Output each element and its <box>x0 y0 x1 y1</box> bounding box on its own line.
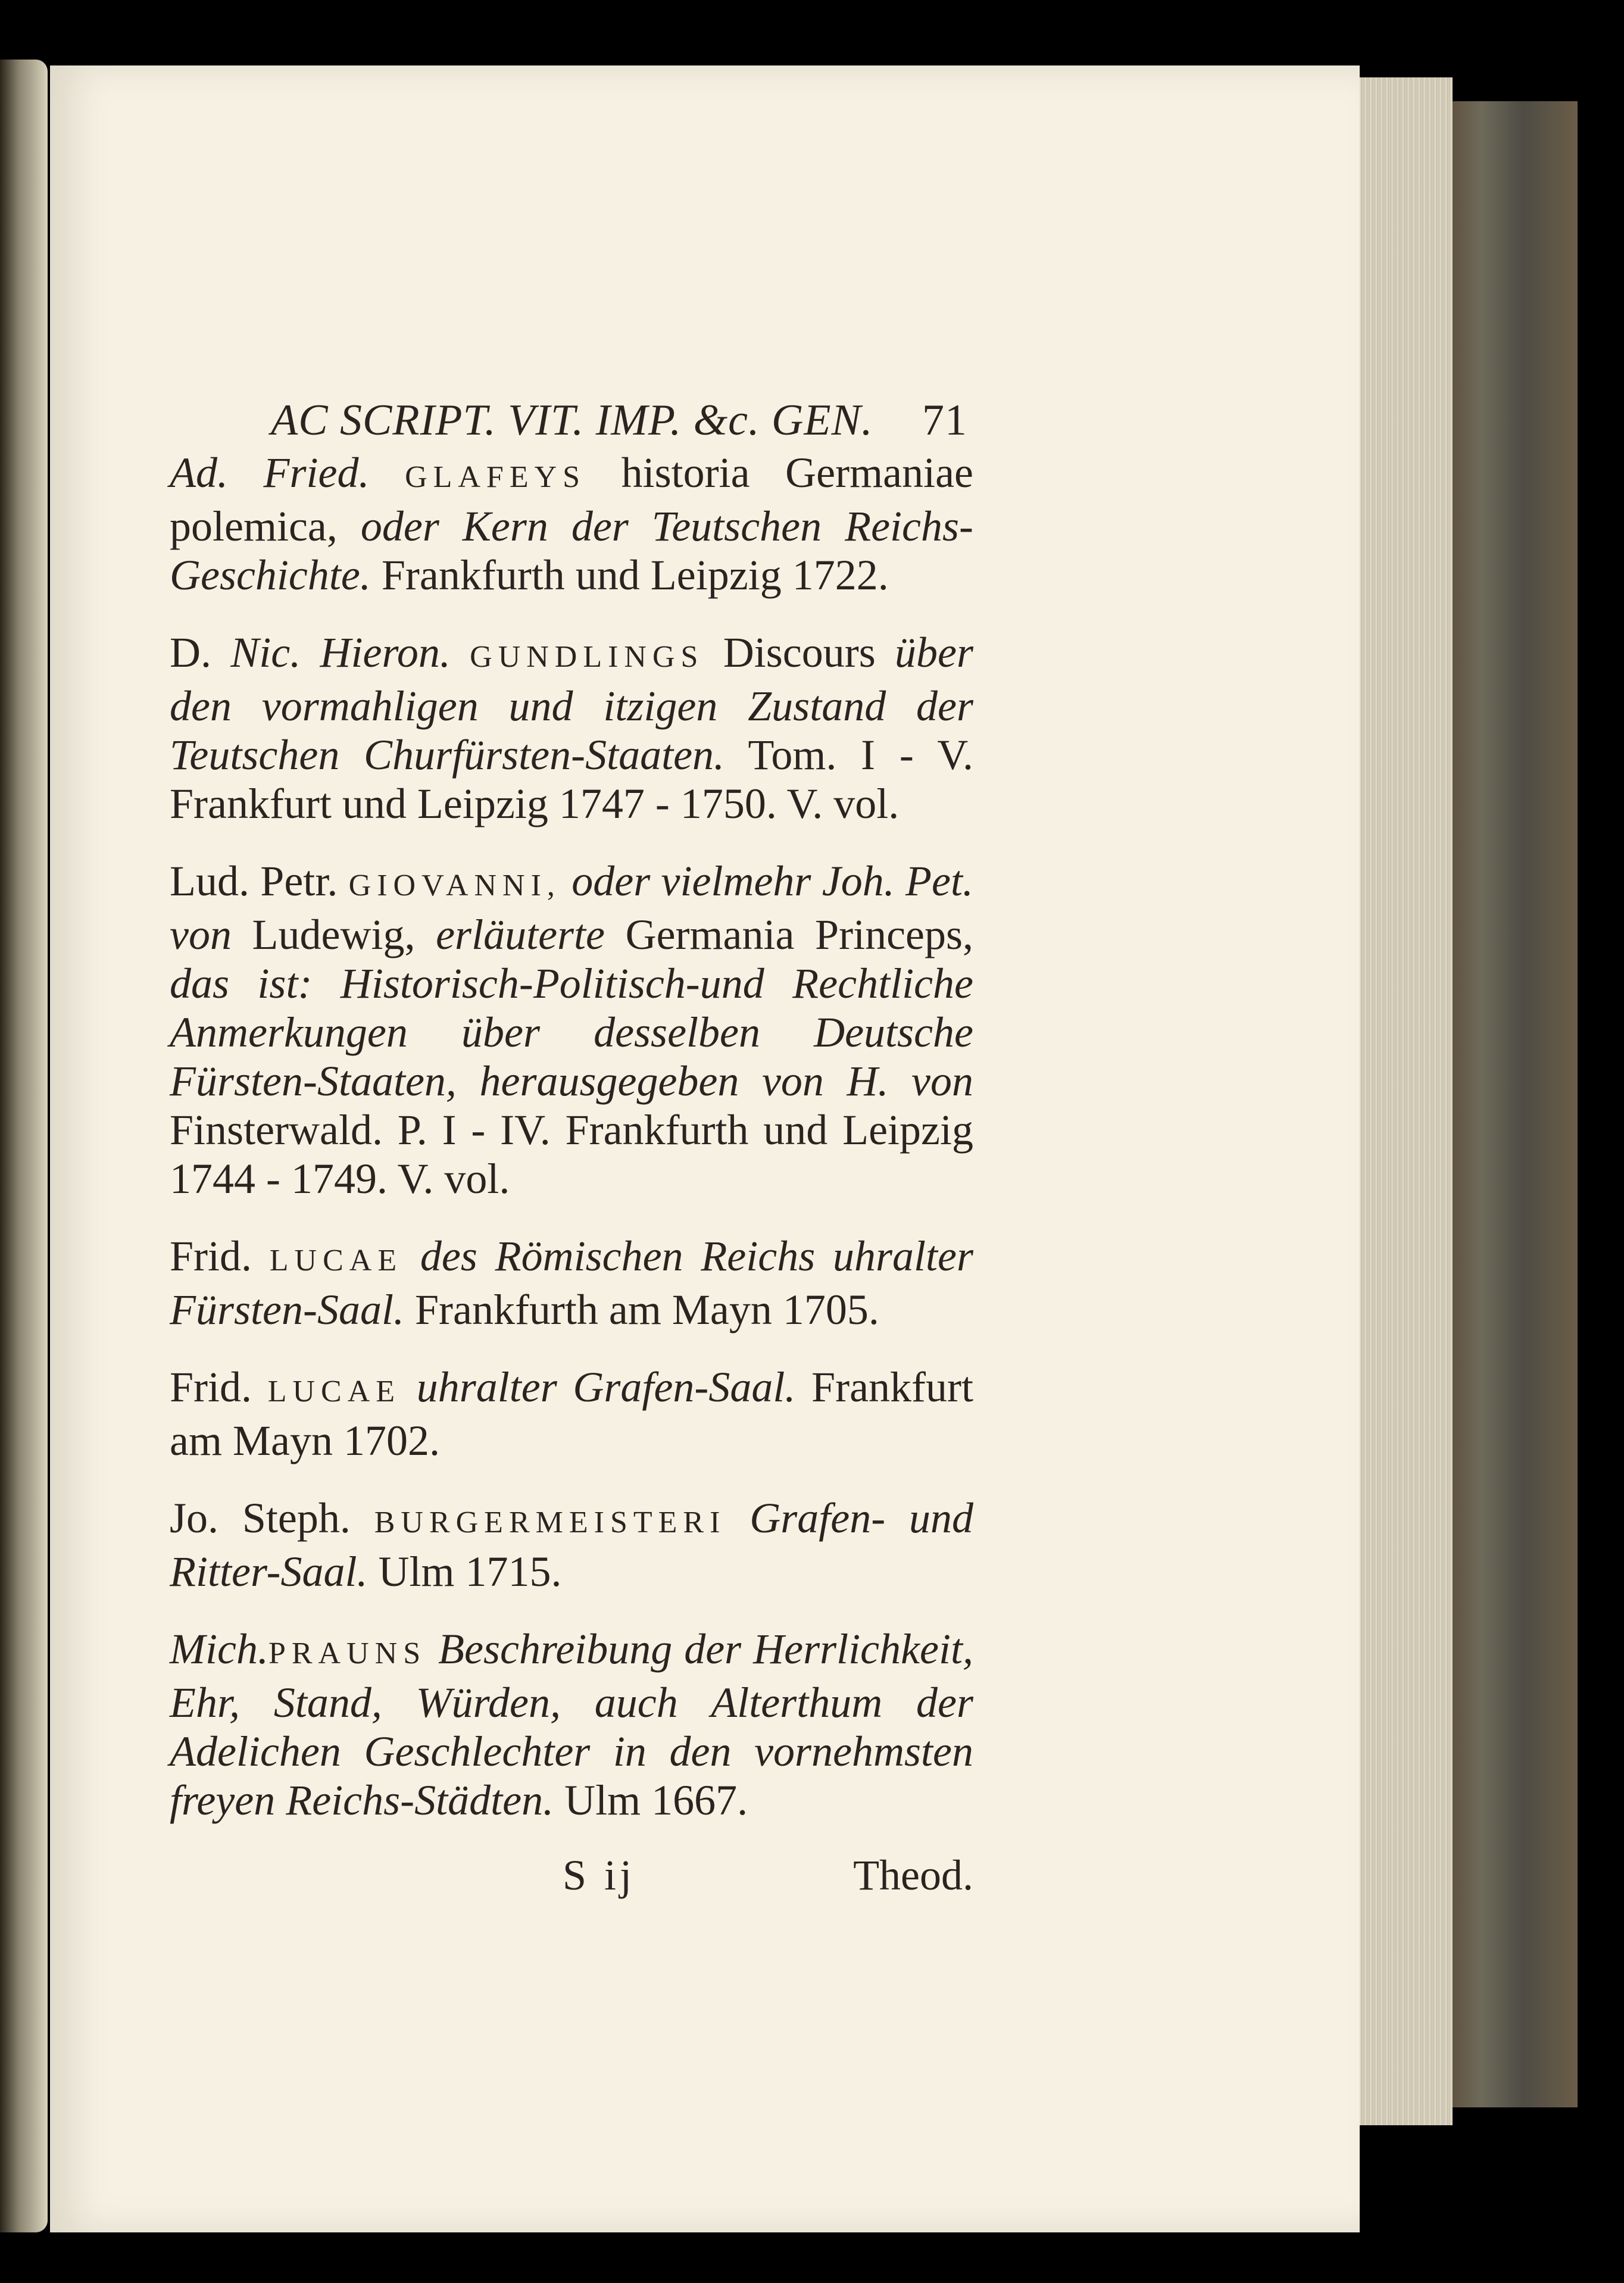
entry-forename: Mich. <box>170 1625 268 1673</box>
bibliography-entry <box>170 1232 973 1334</box>
bibliography-entry <box>170 1625 973 1825</box>
bibliography-entry <box>170 857 973 1203</box>
entry-imprint: Finsterwald. P. I - IV. Frankfurth und Leipzig 1744 - 1749. V. vol. <box>170 1106 973 1203</box>
bibliography-entry <box>170 1494 973 1596</box>
entry-title: uhralter Grafen-Saal. <box>401 1363 796 1411</box>
entry-author: GIOVANNI, <box>348 869 561 902</box>
bibliography-entry <box>170 448 973 599</box>
entry-author: PRAUNS <box>268 1636 427 1670</box>
entry-title: über den vormahligen und itzigen Zustand der Teutschen Churfürsten-Staaten. <box>170 629 973 779</box>
page-footer <box>170 1851 973 1900</box>
signature-mark: S ij <box>563 1851 636 1899</box>
entry-text: Germania Princeps, <box>605 911 974 958</box>
entry-title: Beschreibung der Herrlichkeit, Ehr, Stand, Würden, auch Alterthum der Adelichen Geschlechter in den vornehmsten freyen Reichs-Städten. <box>170 1625 973 1824</box>
entry-forename: Nic. Hieron. <box>230 629 451 676</box>
entry-title: Grafen- und Ritter-Saal. <box>170 1494 974 1595</box>
entry-imprint: Frankfurth am Mayn 1705. <box>404 1286 879 1333</box>
entry-subtitle: das ist: Historisch-Politisch-und Rechtliche Anmerkungen über desselben Deutsche Fürsten-Staaten, herausgegeben von H. von <box>170 960 973 1105</box>
bibliography-entry <box>170 628 973 828</box>
entry-forename: Frid. <box>170 1232 252 1280</box>
book-cover-edge <box>1441 101 1578 2107</box>
entry-title: erläuterte <box>436 911 605 958</box>
entry-forename: Frid. <box>170 1363 252 1411</box>
previous-page-edge <box>0 60 48 2232</box>
entry-imprint: Ulm 1715. <box>367 1548 562 1595</box>
entry-imprint: Frankfurth und Leipzig 1722. <box>370 551 889 599</box>
catchword: Theod. <box>853 1851 973 1899</box>
entry-title: oder Kern der Teutschen Reichs-Geschichte. <box>170 502 973 599</box>
running-header <box>170 396 973 445</box>
bibliography-entry <box>170 1363 973 1465</box>
entry-author: LUCAE <box>269 1244 403 1278</box>
entry-imprint: Frankfurt am Mayn 1702. <box>170 1363 973 1464</box>
page-block-edges <box>1351 77 1453 2125</box>
entry-imprint: Ulm 1667. <box>554 1776 748 1824</box>
page-number: 71 <box>922 396 967 445</box>
entry-forename: Lud. Petr. <box>170 857 338 905</box>
entry-text: Discours <box>704 629 895 676</box>
entry-imprint: Tom. I - V. Frankfurt und Leipzig 1747 - 1750. V. vol. <box>170 731 973 827</box>
entry-author: BURGERMEISTERI <box>374 1506 726 1539</box>
entry-forename: Ad. Fried. <box>170 449 370 496</box>
entry-author: GLAFEYS <box>405 460 586 494</box>
entry-forename: Jo. Steph. <box>170 1494 351 1542</box>
entry-author: LUCAE <box>267 1375 401 1408</box>
entry-prefix: D. <box>170 629 231 676</box>
entry-title: des Römischen Reichs uhralter Fürsten-Saal. <box>170 1232 973 1333</box>
entry-text: historia Germaniae polemica, <box>170 449 973 550</box>
entry-author: GUNDLINGS <box>470 640 704 674</box>
page-text <box>170 396 973 1900</box>
running-title: AC SCRIPT. VIT. IMP. &c. GEN. <box>271 396 873 445</box>
entry-text-italic: oder vielmehr Joh. Pet. von <box>170 857 973 958</box>
entry-text: Ludewig, <box>231 911 436 958</box>
